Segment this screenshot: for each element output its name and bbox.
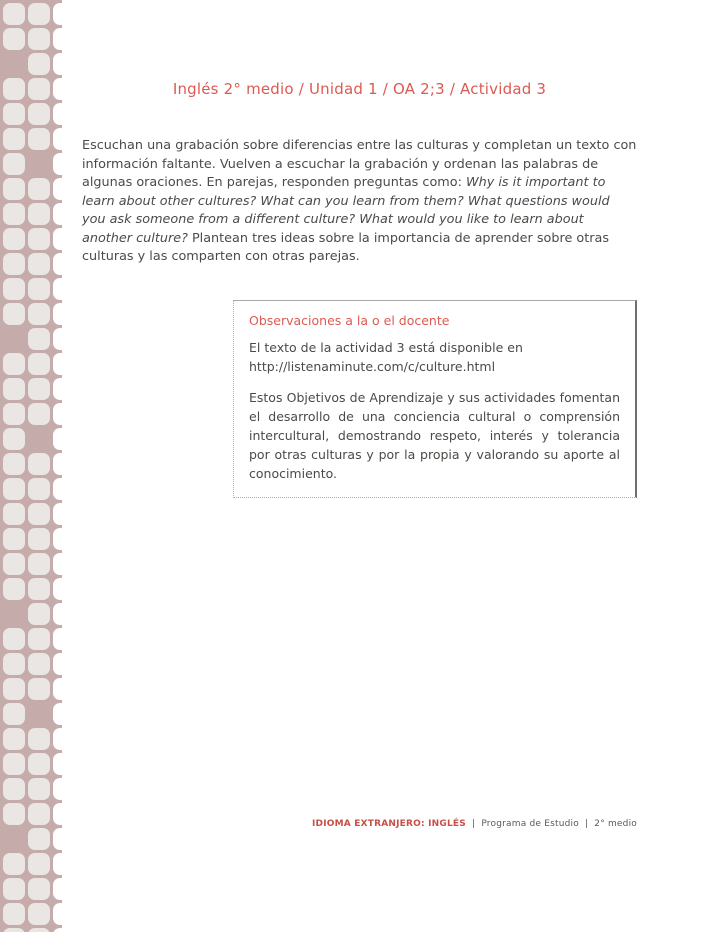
sidebar-dot [28, 928, 50, 932]
sidebar-edge-dot [53, 903, 75, 925]
sidebar-dot [28, 128, 50, 150]
sidebar-edge-dot [53, 478, 75, 500]
footer-label: Programa de Estudio [481, 819, 579, 829]
sidebar-dot [3, 378, 25, 400]
sidebar-dot [3, 703, 25, 725]
sidebar-edge-dot [53, 203, 75, 225]
sidebar-edge-dot [53, 103, 75, 125]
sidebar-dot [28, 528, 50, 550]
teacher-observations-box [233, 300, 637, 498]
page-footer [82, 819, 637, 829]
sidebar-dot [28, 828, 50, 850]
sidebar-dot [3, 253, 25, 275]
sidebar-dot [3, 528, 25, 550]
sidebar-dot [3, 803, 25, 825]
sidebar-edge-dot [53, 878, 75, 900]
footer-separator: | [581, 819, 592, 829]
sidebar-dot [3, 203, 25, 225]
sidebar-edge-dot [53, 128, 75, 150]
sidebar-dot [28, 378, 50, 400]
sidebar-dot [28, 478, 50, 500]
sidebar-dot [3, 228, 25, 250]
sidebar-dot [28, 653, 50, 675]
sidebar-edge-dot [53, 53, 75, 75]
sidebar-dot [28, 778, 50, 800]
sidebar-edge-dot [53, 228, 75, 250]
sidebar-dot [28, 353, 50, 375]
sidebar-dot [3, 578, 25, 600]
sidebar-edge-dot [53, 703, 75, 725]
sidebar-dot [28, 103, 50, 125]
sidebar-dot [3, 853, 25, 875]
observations-paragraph-availability [249, 338, 620, 376]
sidebar-edge-dot [53, 853, 75, 875]
sidebar-edge-dot [53, 178, 75, 200]
sidebar-edge-dot [53, 428, 75, 450]
sidebar-edge-dot [53, 303, 75, 325]
spanish-instruction-text: Escuchan una grabación sobre diferencias entre las culturas y completan un texto con información faltante. Vuelven a escuchar la grabación y ordenan las palabras de algunas oraciones. En parejas, responden preguntas como: [82, 138, 637, 190]
sidebar-dot [3, 653, 25, 675]
sidebar-edge-dot [53, 3, 75, 25]
observations-heading: Observaciones a la o el docente [249, 312, 450, 328]
english-question-text: Why is it important to learn about other cultures? What can you learn from them? What questions would you ask someone from a different culture? What would you like to learn about another culture? [82, 175, 610, 246]
sidebar-dot [28, 53, 50, 75]
activity-description [82, 137, 637, 267]
sidebar-dot [3, 928, 25, 932]
sidebar-dot [3, 3, 25, 25]
sidebar-dot [3, 278, 25, 300]
sidebar-dot [3, 78, 25, 100]
sidebar-dot [3, 678, 25, 700]
spanish-instruction-text: Plantean tres ideas sobre la importancia de aprender sobre otras culturas y las comparten con otras parejas. [82, 230, 609, 264]
sidebar-dot [28, 203, 50, 225]
sidebar-edge-dot [53, 603, 75, 625]
sidebar-dot [3, 778, 25, 800]
sidebar-edge-dot [53, 28, 75, 50]
sidebar-edge-dot [53, 353, 75, 375]
sidebar-dot [3, 728, 25, 750]
sidebar-dot [28, 553, 50, 575]
page-title: Inglés 2° medio / Unidad 1 / OA 2;3 / Actividad 3 [172, 80, 547, 98]
sidebar-dot [3, 353, 25, 375]
sidebar-dot [3, 903, 25, 925]
decorative-dots-sidebar [0, 0, 62, 932]
sidebar-dot [3, 428, 25, 450]
footer-subject-label: IDIOMA EXTRANJERO: INGLÉS [311, 819, 466, 829]
availability-text: El texto de la actividad 3 está disponible en [249, 339, 523, 355]
sidebar-dot [28, 853, 50, 875]
footer-label: 2° medio [594, 819, 637, 829]
sidebar-dot [28, 303, 50, 325]
sidebar-edge-dot [53, 778, 75, 800]
sidebar-edge-dot [53, 78, 75, 100]
sidebar-dot [28, 878, 50, 900]
sidebar-dot [3, 153, 25, 175]
sidebar-dot [3, 303, 25, 325]
sidebar-edge-dot [53, 578, 75, 600]
sidebar-edge-dot [53, 253, 75, 275]
sidebar-edge-dot [53, 453, 75, 475]
sidebar-dot [3, 628, 25, 650]
sidebar-dot [28, 728, 50, 750]
sidebar-dot [28, 3, 50, 25]
sidebar-dot [3, 128, 25, 150]
sidebar-edge-dot [53, 653, 75, 675]
sidebar-edge-dot [53, 628, 75, 650]
sidebar-edge-dot [53, 503, 75, 525]
sidebar-edge-dot [53, 553, 75, 575]
sidebar-edge-dot [53, 678, 75, 700]
sidebar-dot [28, 903, 50, 925]
sidebar-edge-dot [53, 403, 75, 425]
sidebar-dot [28, 28, 50, 50]
sidebar-edge-dot [53, 528, 75, 550]
sidebar-dot [3, 503, 25, 525]
sidebar-dot [3, 403, 25, 425]
sidebar-dot [28, 78, 50, 100]
sidebar-edge-dot [53, 728, 75, 750]
sidebar-dot [28, 503, 50, 525]
sidebar-edge-dot [53, 753, 75, 775]
sidebar-dot [28, 328, 50, 350]
sidebar-edge-dot [53, 803, 75, 825]
sidebar-dot [3, 553, 25, 575]
sidebar-dot [28, 453, 50, 475]
culture-text-link[interactable]: http://listenaminute.com/c/culture.html [249, 358, 496, 374]
sidebar-dot [28, 678, 50, 700]
observations-paragraph-objectives: Estos Objetivos de Aprendizaje y sus actividades fomentan el desarrollo de una conciencia cultural o comprensión intercultural, demostrando respeto, interés y tolerancia por otras culturas y por la propia y valorando su aporte al conocimiento. [249, 389, 620, 481]
page-content [82, 0, 637, 498]
sidebar-dot [28, 403, 50, 425]
sidebar-edge-dot [53, 378, 75, 400]
sidebar-dot [28, 578, 50, 600]
sidebar-dot [28, 803, 50, 825]
sidebar-dot [3, 28, 25, 50]
sidebar-dot [28, 278, 50, 300]
sidebar-edge-dot [53, 928, 75, 932]
sidebar-dot [28, 603, 50, 625]
sidebar-dot [3, 878, 25, 900]
sidebar-dot [28, 628, 50, 650]
sidebar-dot [3, 453, 25, 475]
sidebar-edge-dot [53, 153, 75, 175]
sidebar-dot [28, 253, 50, 275]
sidebar-dot [3, 178, 25, 200]
sidebar-dot [28, 228, 50, 250]
sidebar-edge-dot [53, 278, 75, 300]
sidebar-dot [3, 478, 25, 500]
footer-separator: | [468, 819, 479, 829]
sidebar-dot [28, 753, 50, 775]
sidebar-dot [3, 103, 25, 125]
sidebar-edge-dot [53, 328, 75, 350]
sidebar-dot [28, 178, 50, 200]
sidebar-dot [3, 753, 25, 775]
sidebar-edge-dot [53, 828, 75, 850]
